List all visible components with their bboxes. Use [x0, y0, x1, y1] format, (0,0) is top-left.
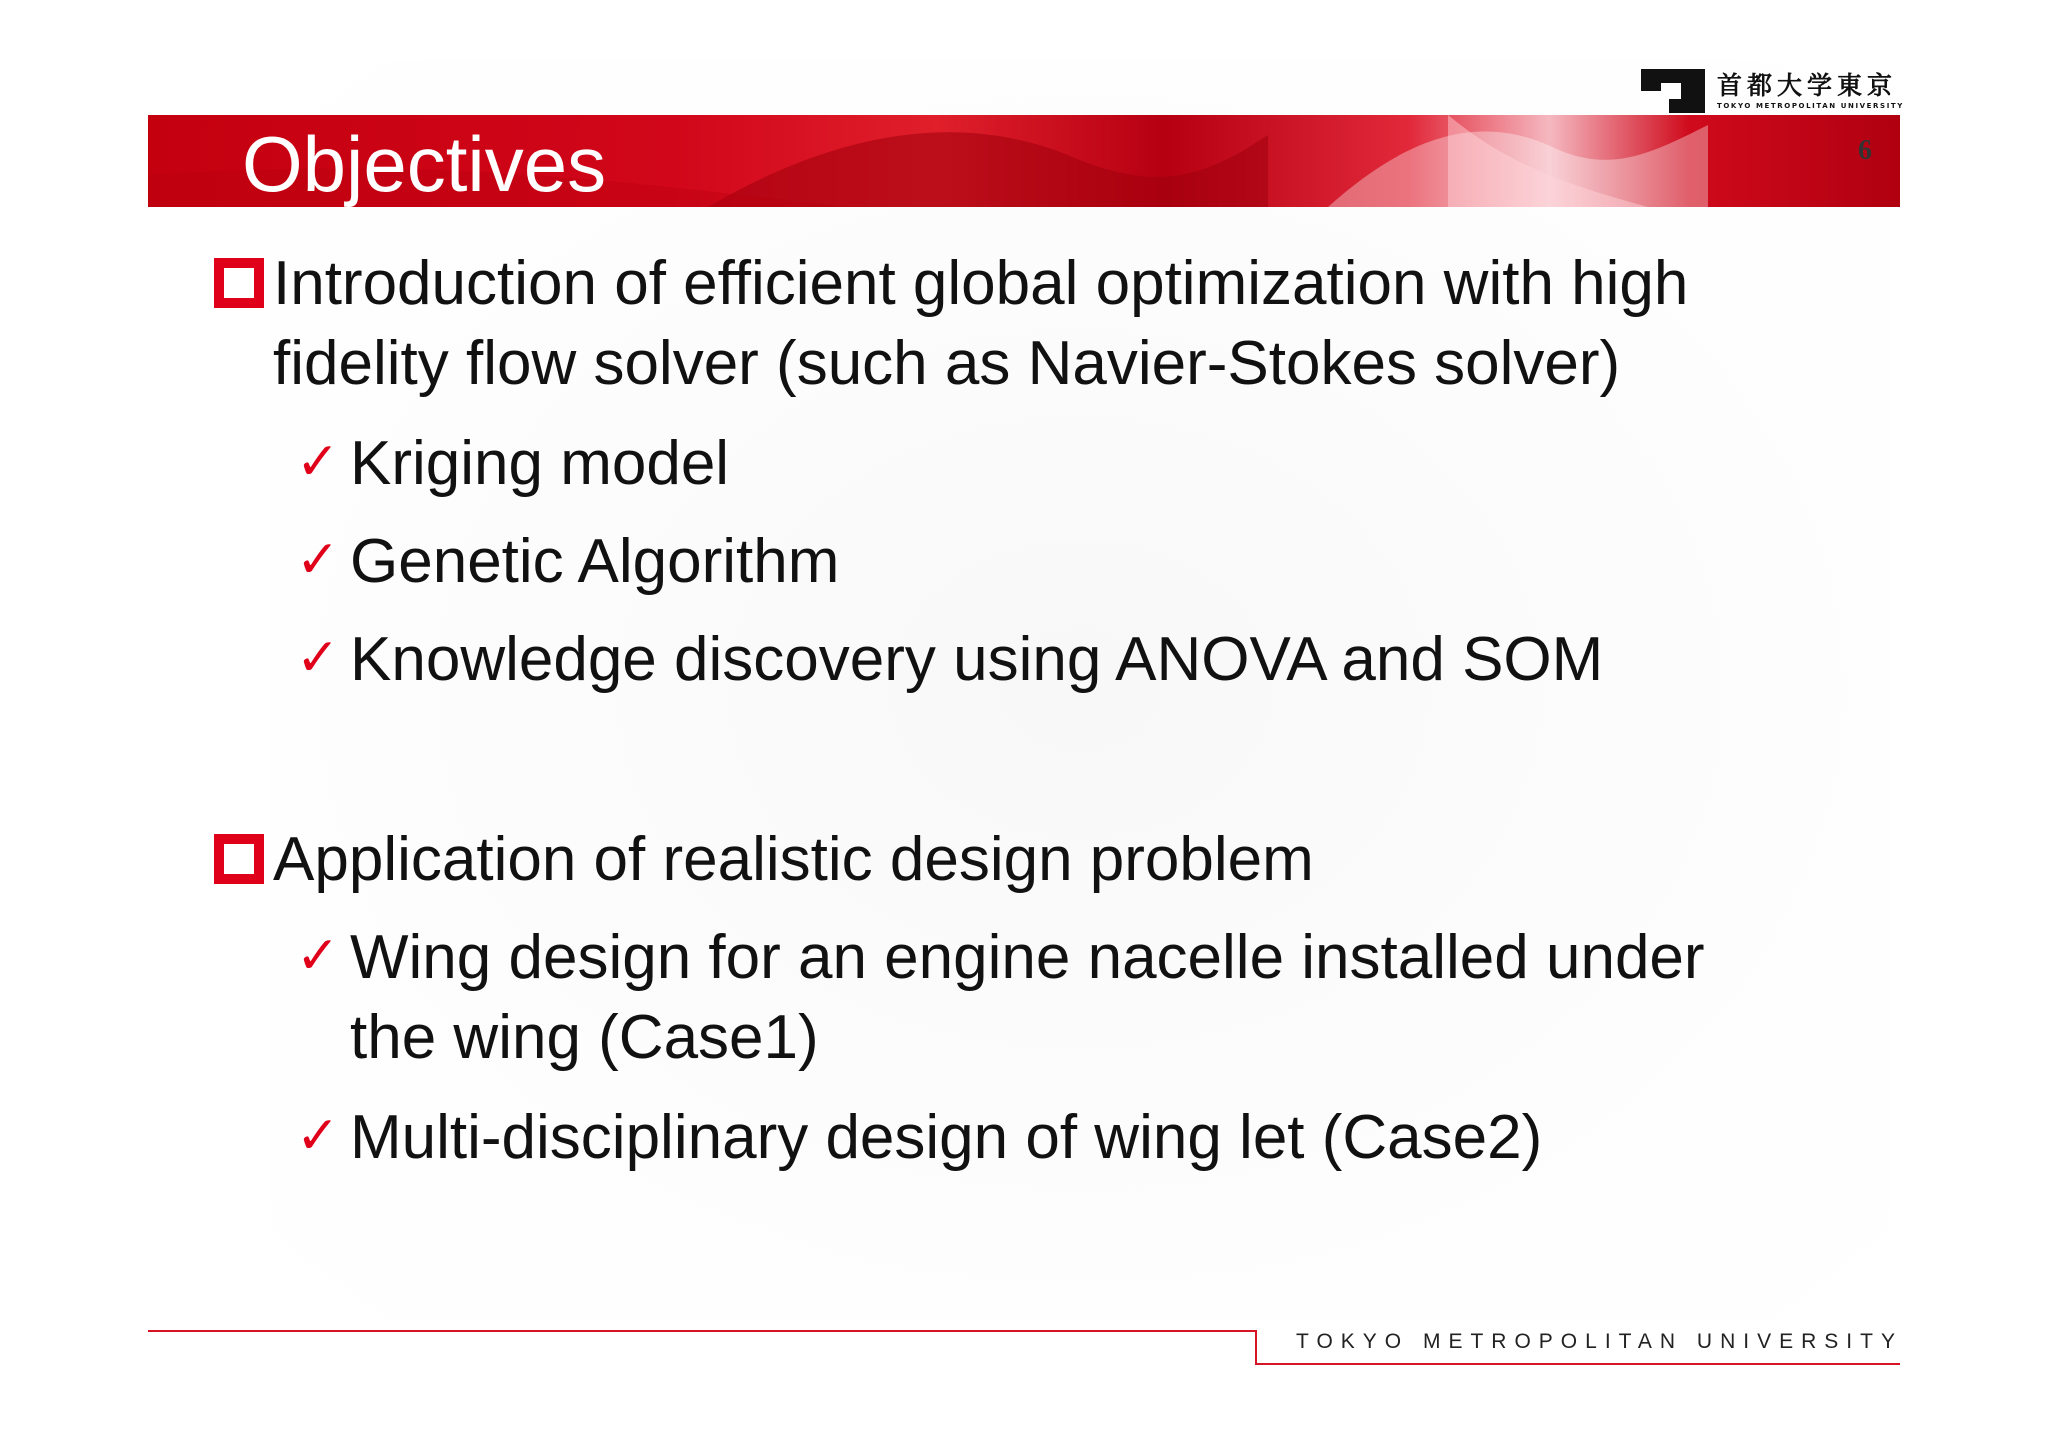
bullet1-line2: fidelity flow solver (such as Navier-Stokes solver)	[273, 329, 1621, 398]
subitem-genetic-algorithm: Genetic Algorithm	[350, 527, 840, 596]
subitem-kriging: Kriging model	[350, 429, 730, 498]
logo-subtitle: TOKYO METROPOLITAN UNIVERSITY	[1717, 102, 1904, 110]
subitem-multidisciplinary: Multi-disciplinary design of wing let (Case2)	[350, 1103, 1543, 1172]
page-title: Objectives	[242, 120, 607, 207]
bullet-square-icon	[214, 834, 264, 884]
check-icon: ✓	[296, 1106, 340, 1166]
subitem-wing-design-line1: Wing design for an engine nacelle installed under	[350, 923, 1705, 992]
check-icon: ✓	[296, 530, 340, 590]
logo-mark-icon	[1641, 69, 1705, 113]
subitem-knowledge-discovery: Knowledge discovery using ANOVA and SOM	[350, 625, 1604, 694]
footer-rule-left	[148, 1330, 1256, 1332]
check-icon: ✓	[296, 432, 340, 492]
title-banner	[148, 115, 1900, 207]
bullet2-line1: Application of realistic design problem	[273, 825, 1314, 894]
logo-kanji: 首都大学東京	[1717, 71, 1898, 100]
footer-university-name: TOKYO METROPOLITAN UNIVERSITY	[1296, 1330, 1903, 1353]
footer-rule-step	[1255, 1330, 1257, 1365]
page-number: 6	[1858, 135, 1872, 166]
footer-rule-right	[1255, 1363, 1900, 1365]
bullet-square-icon	[214, 258, 264, 308]
university-logo	[1641, 66, 1903, 118]
bullet1-line1: Introduction of efficient global optimization with high	[273, 249, 1689, 318]
check-icon: ✓	[296, 926, 340, 986]
subitem-wing-design-line2: the wing (Case1)	[350, 1003, 819, 1072]
check-icon: ✓	[296, 628, 340, 688]
